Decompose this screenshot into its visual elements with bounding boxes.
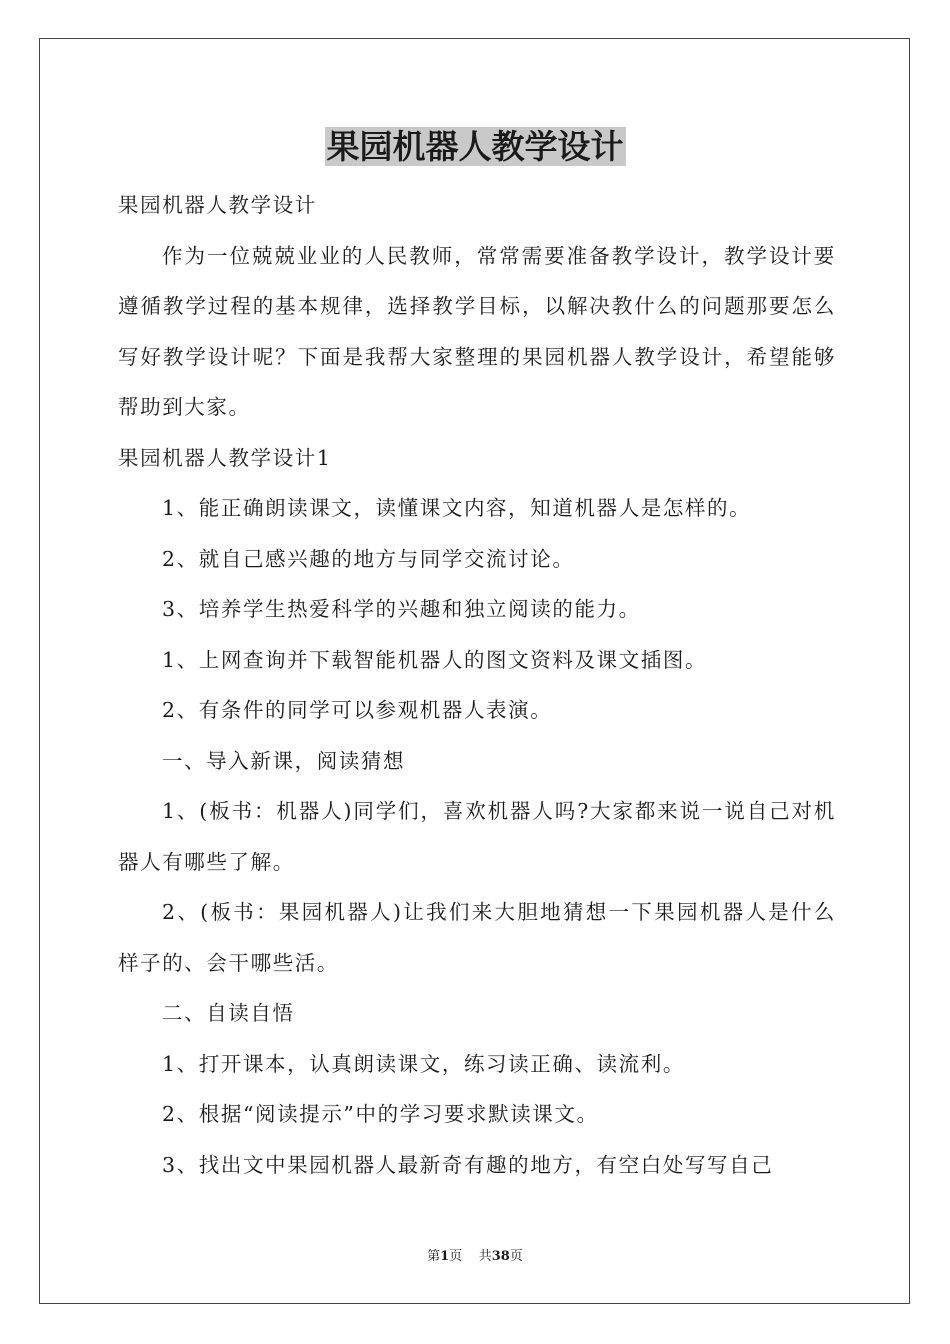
paragraph-step-1-1: 1、(板书：机器人)同学们，喜欢机器人吗?大家都来说一说自己对机器人有哪些了解。 [118, 799, 836, 874]
paragraph-prep-2: 2、有条件的同学可以参观机器人表演。 [162, 698, 553, 722]
paragraph-step-1-2: 2、(板书：果园机器人)让我们来大胆地猜想一下果园机器人是什么样子的、会干哪些活。 [118, 900, 836, 975]
footer-total-suffix: 页 [509, 1249, 523, 1264]
paragraph-goal-3: 3、培养学生热爱科学的兴趣和独立阅读的能力。 [162, 597, 641, 621]
document-title [0, 126, 950, 168]
document-body [118, 180, 836, 1190]
paragraph-step-2-1: 1、打开课本，认真朗读课文，练习读正确、读流利。 [162, 1051, 685, 1076]
paragraph-prep-1: 1、上网查询并下载智能机器人的图文资料及课文插图。 [162, 647, 708, 672]
footer-page-number: 1 [440, 1249, 450, 1264]
paragraph-section-heading: 果园机器人教学设计1 [118, 445, 332, 470]
page-footer [0, 1248, 950, 1266]
paragraph-subtitle: 果园机器人教学设计 [118, 193, 317, 217]
paragraph-step-heading-1: 一、导入新课，阅读猜想 [162, 748, 406, 773]
paragraph-intro: 作为一位兢兢业业的人民教师，常常需要准备教学设计，教学设计要遵循教学过程的基本规律，选择教学目标，以解决教什么的问题那要怎么写好教学设计呢？下面是我帮大家整理的果园机器人教学设计，希望能够帮助到大家。 [118, 243, 836, 419]
paragraph-step-2-3: 3、找出文中果园机器人最新奇有趣的地方，有空白处写写自己 [162, 1152, 774, 1177]
document-title-text: 果园机器人教学设计 [326, 127, 624, 166]
footer-prefix: 第 [427, 1249, 441, 1264]
footer-page-suffix: 页 [449, 1249, 463, 1264]
paragraph-goal-2: 2、就自己感兴趣的地方与同学交流讨论。 [162, 546, 575, 571]
paragraph-step-2-2: 2、根据“阅读提示”中的学习要求默读课文。 [162, 1102, 599, 1126]
paragraph-step-heading-2: 二、自读自悟 [162, 1001, 295, 1025]
footer-total-pages: 38 [491, 1249, 510, 1264]
footer-total-prefix: 共 [478, 1249, 492, 1264]
paragraph-goal-1: 1、能正确朗读课文，读懂课文内容，知道机器人是怎样的。 [162, 496, 752, 520]
